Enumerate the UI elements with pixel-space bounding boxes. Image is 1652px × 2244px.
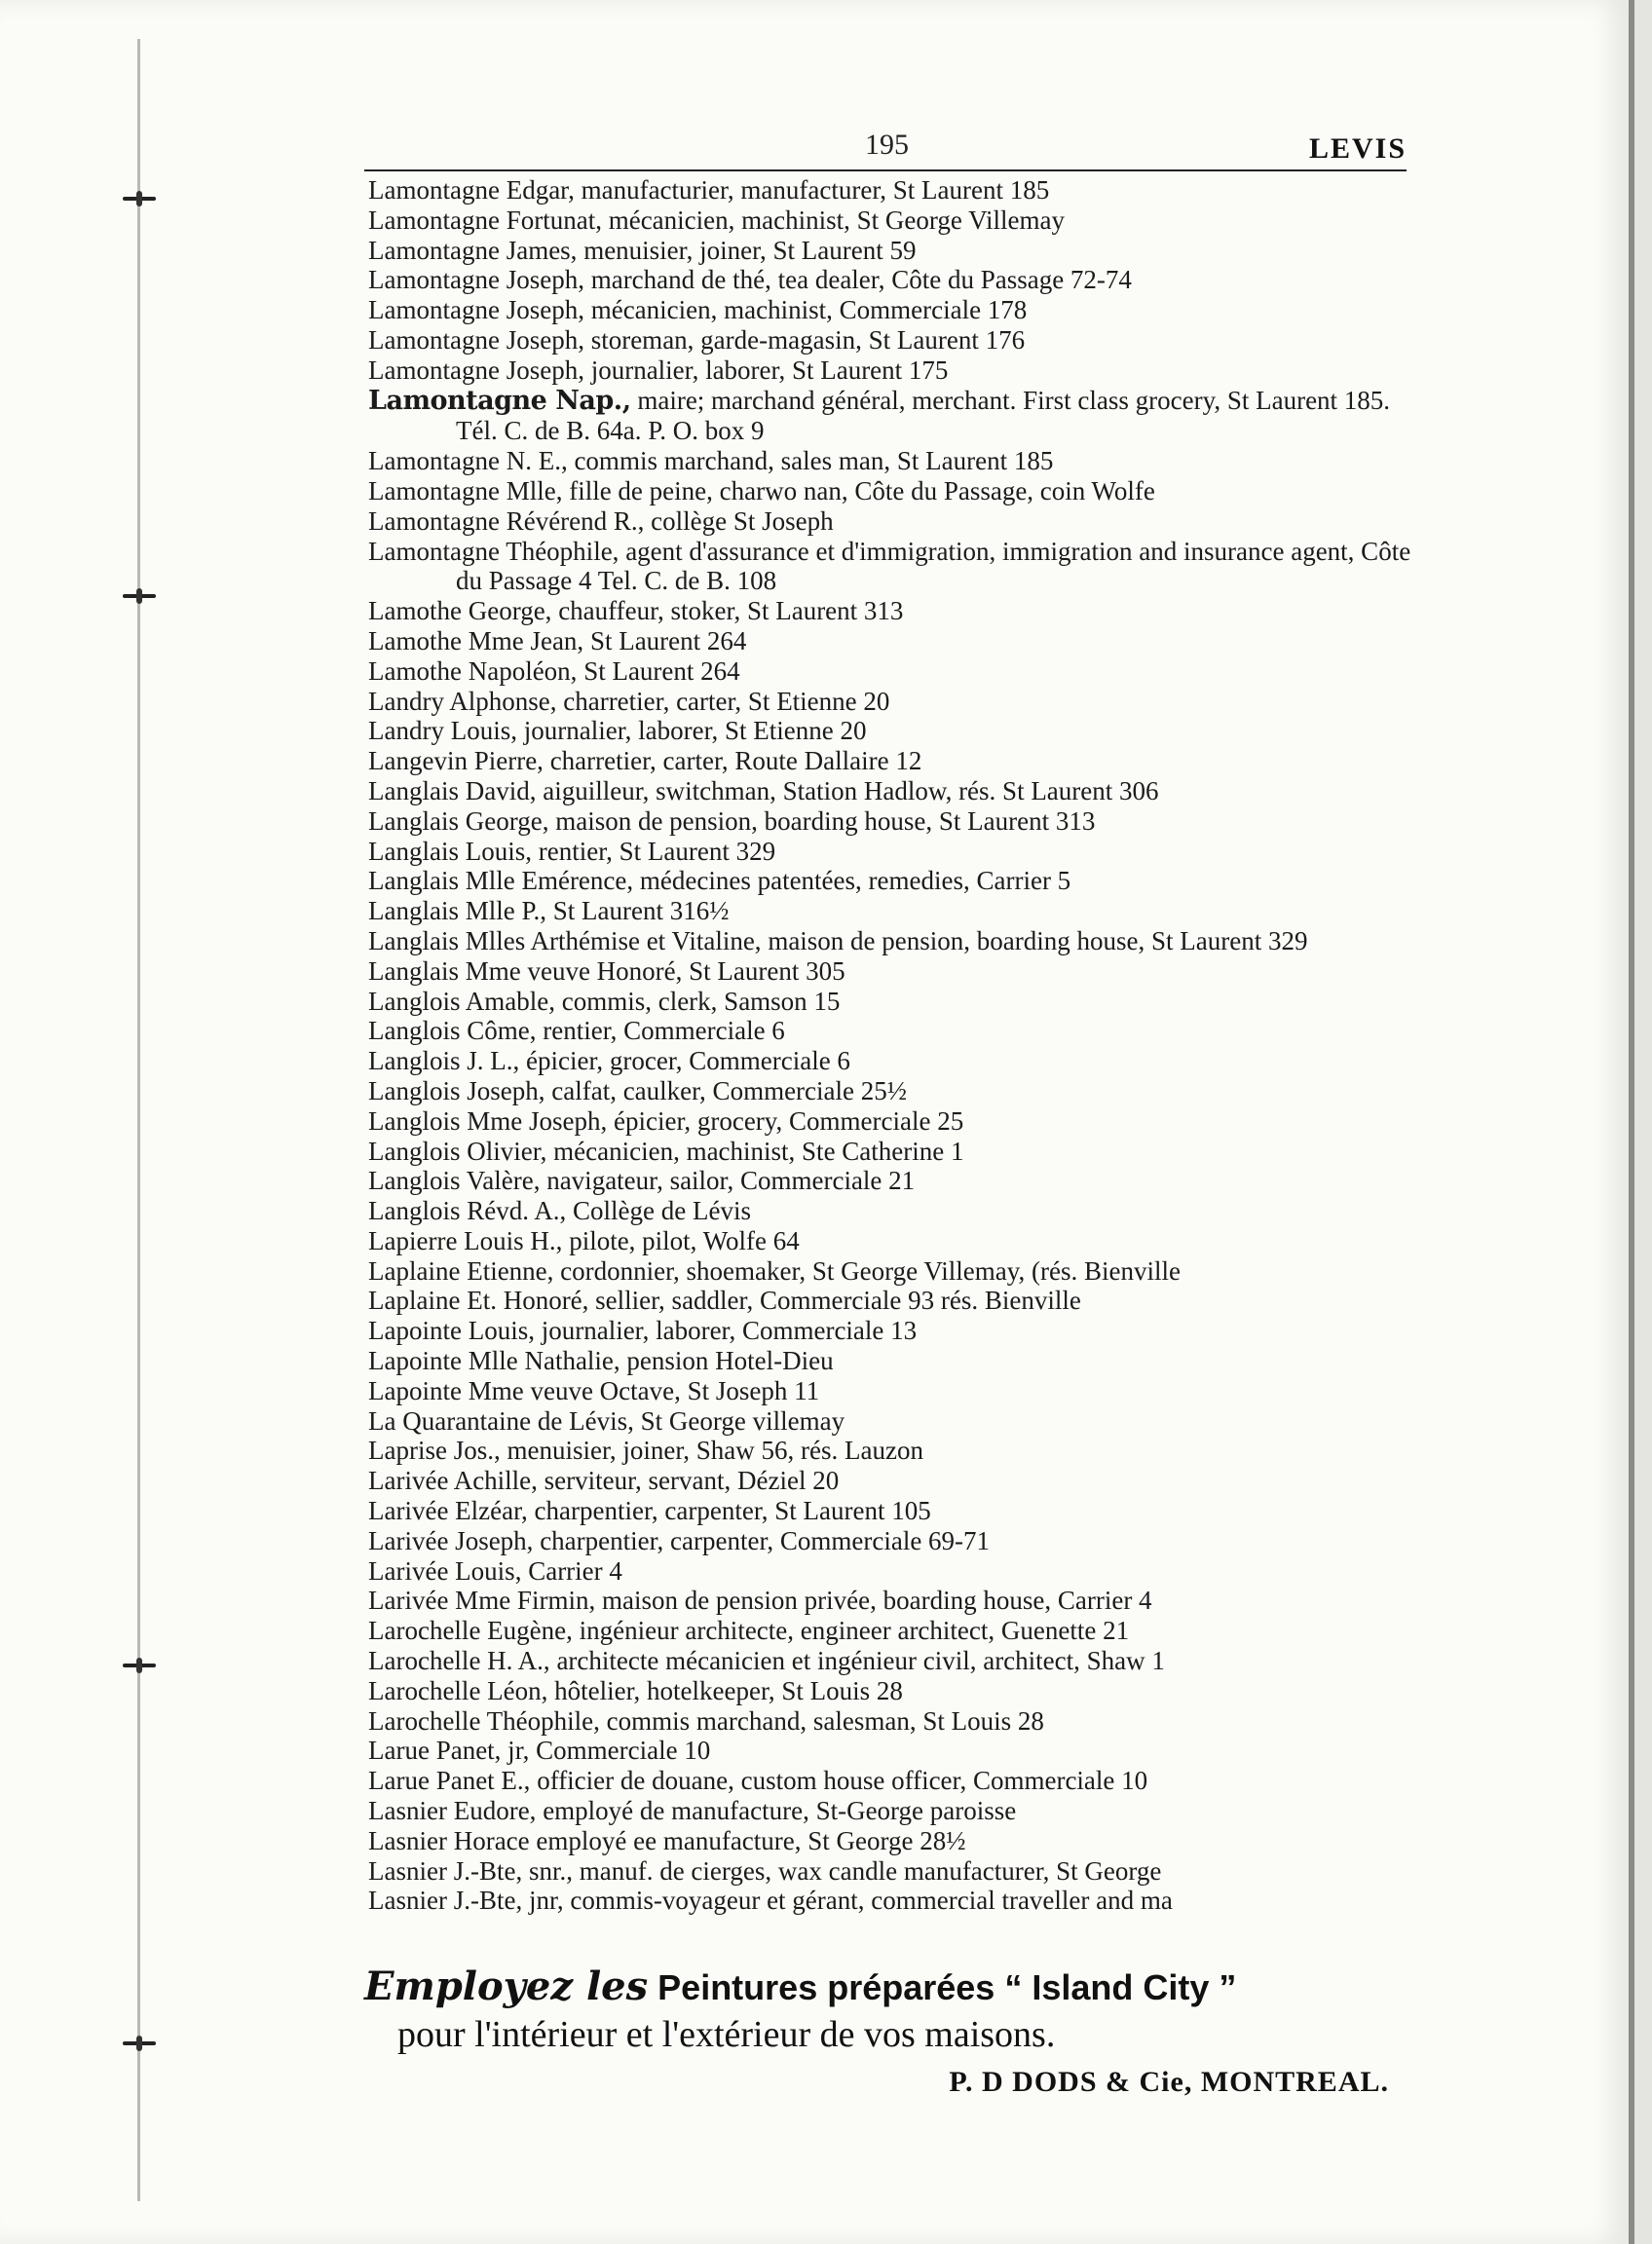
directory-entry	[368, 1226, 1412, 1256]
entry-details: cordonnier, shoemaker, St George Villemay, (rés. Bienville	[553, 1255, 1181, 1286]
directory-entry	[368, 1766, 1412, 1796]
entry-details: storeman, garde-magasin, St Laurent 176	[583, 324, 1026, 355]
directory-entry	[368, 1586, 1412, 1616]
entry-details: marchand de thé, tea dealer, Côte du Passage 72-74	[583, 265, 1132, 295]
entry-name: Lamothe Napoléon,	[368, 655, 578, 686]
directory-entry	[368, 1826, 1412, 1856]
directory-entry	[368, 1886, 1412, 1916]
entry-details: Carrier 4	[521, 1555, 622, 1586]
directory-entry	[368, 866, 1412, 896]
entry-name: Lasnier Eudore,	[368, 1796, 537, 1826]
entry-details: architecte mécanicien et ingénieur civil, architect, Shaw 1	[549, 1646, 1165, 1676]
entry-name: Langlais Mlles Arthémise et Vitaline,	[368, 925, 762, 955]
entry-details: agent d'assurance et d'immigration, immigration and insurance agent, Côte du Passage 4 Tel. C. de B. 108	[456, 536, 1411, 596]
directory-entry	[368, 537, 1412, 597]
entry-name: Lamontagne Fortunat,	[368, 205, 602, 235]
entry-details: employé de manufacture, St-George paroisse	[536, 1796, 1017, 1826]
ad-headline-em: Employez les	[364, 1964, 649, 2009]
advertisement	[364, 1964, 1412, 2099]
entry-name: Lamontagne Théophile,	[368, 536, 620, 566]
entry-name: Landry Louis,	[368, 716, 517, 746]
entry-name: Larivée Louis,	[368, 1555, 522, 1586]
entry-details: officier de douane, custom house officer, Commerciale 10	[530, 1766, 1148, 1796]
directory-entry	[368, 1346, 1412, 1376]
directory-entry	[368, 656, 1412, 687]
entry-name: Lamontagne Révérend R.,	[368, 505, 645, 536]
directory-entry	[368, 1616, 1412, 1646]
directory-entry	[368, 1796, 1412, 1826]
entry-details: rentier, Commerciale 6	[536, 1016, 785, 1046]
entry-name: Langlais George,	[368, 805, 549, 836]
directory-entry	[368, 746, 1412, 776]
entry-name: Lamontagne Joseph,	[368, 324, 584, 355]
entry-details: pension Hotel-Dieu	[620, 1346, 834, 1376]
entry-details: St Laurent 316½	[546, 896, 730, 926]
entry-details: aiguilleur, switchman, Station Hadlow, rés. St Laurent 306	[536, 775, 1159, 805]
entry-details: Commerciale 10	[529, 1736, 711, 1766]
entry-name: Langlois J. L.,	[368, 1046, 520, 1076]
entry-name: Lamontagne James,	[368, 235, 578, 265]
directory-entry	[368, 1496, 1412, 1526]
entry-details: fille de peine, charwo nan, Côte du Passage, coin Wolfe	[562, 475, 1155, 505]
entry-details: médecines patentées, remedies, Carrier 5	[633, 866, 1071, 896]
entry-name: Langlais Louis,	[368, 836, 532, 866]
entry-details: sellier, saddler, Commerciale 93 rés. Bienville	[588, 1286, 1081, 1316]
directory-entry	[368, 325, 1412, 355]
entry-name: Langlais Mlle Emérence,	[368, 866, 634, 896]
directory-entry	[368, 175, 1412, 206]
directory-entry	[368, 206, 1412, 236]
entry-details: commis marchand, salesman, St Louis 28	[599, 1705, 1044, 1736]
entry-details: charpentier, carpenter, St Laurent 105	[527, 1496, 931, 1526]
entry-name: Lamothe George,	[368, 596, 552, 626]
entry-name: Lapointe Mme veuve Octave,	[368, 1375, 681, 1405]
entry-details: ingénieur architecte, engineer architect, Guenette 21	[572, 1616, 1130, 1646]
entry-details: maison de pension, boarding house, St Laurent 329	[761, 925, 1308, 955]
entry-name: Lapointe Mlle Nathalie,	[368, 1346, 620, 1376]
entry-details: maison de pension privée, boarding house, Carrier 4	[595, 1586, 1152, 1616]
entry-name: Langlois Valère,	[368, 1166, 541, 1196]
entry-details: St Laurent 264	[583, 625, 747, 655]
ad-advertiser: P. D DODS & Cie, MONTREAL.	[949, 2066, 1389, 2098]
entry-name: Langlais David,	[368, 775, 537, 805]
directory-entry	[368, 596, 1412, 626]
entry-details: manufacturier, manufacturer, St Laurent 185	[574, 175, 1050, 205]
entry-details: maire; marchand général, merchant. First class grocery, St Laurent 185. Tél. C. de B. 64a. P. O. box 9	[456, 385, 1391, 446]
directory-entry	[368, 1376, 1412, 1406]
entry-name: Larochelle Théophile,	[368, 1705, 600, 1736]
entry-name: Lasnier J.-Bte, snr.,	[368, 1855, 573, 1886]
ad-headline	[364, 1964, 1412, 2009]
entry-name: Langlais Mme veuve Honoré,	[368, 955, 683, 986]
directory-entry	[368, 896, 1412, 926]
entry-details: journalier, laborer, St Etienne 20	[516, 716, 867, 746]
directory-entry	[368, 1137, 1412, 1167]
entry-details: Collège de Lévis	[566, 1196, 751, 1226]
directory-entry	[368, 265, 1412, 295]
entry-name: Lamontagne Nap.,	[368, 385, 631, 416]
entry-details: serviteur, servant, Déziel 20	[537, 1466, 840, 1496]
entry-name: Larivée Joseph,	[368, 1525, 534, 1555]
binding-stitch	[123, 588, 156, 604]
entry-name: Landry Alphonse,	[368, 686, 557, 716]
directory-entry	[368, 1556, 1412, 1587]
binding-stitch	[123, 2036, 156, 2051]
directory-entry	[368, 1166, 1412, 1196]
entry-name: Lamontagne N. E.,	[368, 446, 568, 476]
page-number: 195	[865, 129, 909, 161]
entry-name: Larivée Mme Firmin,	[368, 1586, 596, 1616]
directory-entry	[368, 236, 1412, 266]
entry-details: navigateur, sailor, Commerciale 21	[540, 1166, 916, 1196]
directory-entry	[368, 295, 1412, 325]
entry-name: Lapointe Louis,	[368, 1316, 535, 1346]
directory-entry	[368, 1316, 1412, 1346]
entry-details: charretier, carter, St Etienne 20	[556, 686, 890, 716]
entry-name: Larochelle Léon,	[368, 1675, 548, 1705]
entry-details: employé ee manufacture, St George 28½	[529, 1825, 966, 1855]
directory-entry	[368, 1466, 1412, 1496]
entry-details: manuf. de cierges, wax candle manufacturer, St George	[572, 1855, 1162, 1886]
entry-name: Laplaine Et. Honoré,	[368, 1286, 589, 1316]
directory-entry	[368, 1436, 1412, 1466]
entry-details: épicier, grocery, Commerciale 25	[607, 1105, 964, 1136]
directory-entry	[368, 506, 1412, 537]
entry-name: Langlais Mlle P.,	[368, 896, 546, 926]
entry-details: épicier, grocer, Commerciale 6	[519, 1046, 850, 1076]
entry-name: Larivée Achille,	[368, 1466, 538, 1496]
directory-entry	[368, 806, 1412, 837]
directory-entry	[368, 355, 1412, 386]
directory-entry	[368, 1286, 1412, 1316]
binding-stitch	[123, 1658, 156, 1673]
entry-name: Laprise Jos.,	[368, 1436, 501, 1466]
entry-details: menuisier, joiner, St Laurent 59	[577, 235, 917, 265]
entry-name: Langlois Olivier,	[368, 1136, 547, 1166]
directory-entry	[368, 1256, 1412, 1287]
running-title: LEVIS	[1308, 132, 1407, 165]
directory-entry	[368, 1736, 1412, 1766]
directory-entry	[368, 1706, 1412, 1737]
entry-details: St Laurent 264	[577, 655, 740, 686]
entry-details: journalier, laborer, St Laurent 175	[583, 355, 949, 385]
directory-entry	[368, 1106, 1412, 1137]
entry-name: Lamontagne Joseph,	[368, 265, 584, 295]
entry-name: La Quarantaine de Lévis,	[368, 1405, 634, 1436]
entry-name: Langlois Côme,	[368, 1016, 537, 1046]
entry-name: Laplaine Etienne,	[368, 1255, 554, 1286]
entry-name: Langevin Pierre,	[368, 746, 544, 776]
entry-details: St Laurent 305	[682, 955, 845, 986]
directory-entry	[368, 956, 1412, 987]
entry-name: Larue Panet, jr,	[368, 1736, 530, 1766]
directory-entry	[368, 1526, 1412, 1556]
directory-entry	[368, 926, 1412, 956]
directory-entries	[368, 175, 1412, 1916]
ad-subline: pour l'intérieur et l'extérieur de vos maisons.	[397, 2014, 1056, 2055]
entry-name: Lasnier Horace	[368, 1825, 530, 1855]
entry-details: mécanicien, machinist, St George Villemay	[601, 205, 1065, 235]
entry-details: commis, clerk, Samson 15	[554, 986, 841, 1016]
directory-entry	[368, 1676, 1412, 1706]
entry-details: chauffeur, stoker, St Laurent 313	[551, 596, 904, 626]
entry-name: Lasnier J.-Bte, jnr,	[368, 1886, 564, 1916]
entry-name: Larivée Elzéar,	[368, 1496, 528, 1526]
entry-name: Lamontagne Edgar,	[368, 175, 575, 205]
entry-details: charpentier, carpenter, Commerciale 69-71	[533, 1525, 991, 1555]
entry-name: Langlois Mme Joseph,	[368, 1105, 608, 1136]
entry-details: journalier, laborer, Commerciale 13	[534, 1316, 918, 1346]
directory-entry	[368, 716, 1412, 746]
directory-entry	[368, 386, 1412, 447]
entry-name: Langlois Joseph,	[368, 1075, 545, 1105]
entry-name: Lapierre Louis H.,	[368, 1225, 563, 1255]
binding-gutter	[137, 39, 140, 2201]
directory-entry	[368, 1196, 1412, 1226]
entry-name: Lamontagne Mlle,	[368, 475, 563, 505]
directory-entry	[368, 1046, 1412, 1076]
directory-entry	[368, 776, 1412, 806]
entry-details: St George villemay	[633, 1405, 845, 1436]
directory-entry	[368, 1646, 1412, 1676]
binding-stitch	[123, 191, 156, 206]
entry-details: commis marchand, sales man, St Laurent 185	[567, 446, 1054, 476]
entry-details: charretier, carter, Route Dallaire 12	[543, 746, 922, 776]
entry-details: hôtelier, hotelkeeper, St Louis 28	[547, 1675, 903, 1705]
entry-name: Lamontagne Joseph,	[368, 355, 584, 385]
entry-name: Langlois Amable,	[368, 986, 555, 1016]
entry-name: Langlois Révd. A.,	[368, 1196, 567, 1226]
directory-entry	[368, 626, 1412, 656]
entry-details: mécanicien, machinist, Commerciale 178	[583, 295, 1028, 325]
entry-name: Larochelle Eugène,	[368, 1616, 573, 1646]
entry-name: Larochelle H. A.,	[368, 1646, 550, 1676]
entry-name: Lamothe Mme Jean,	[368, 625, 584, 655]
directory-entry	[368, 837, 1412, 867]
entry-details: St Joseph 11	[680, 1375, 820, 1405]
entry-details: maison de pension, boarding house, St Laurent 313	[548, 805, 1096, 836]
directory-entry	[368, 687, 1412, 717]
directory-entry	[368, 446, 1412, 476]
directory-entry	[368, 1076, 1412, 1106]
directory-entry	[368, 476, 1412, 506]
entry-details: collège St Joseph	[644, 505, 834, 536]
entry-details: mécanicien, machinist, Ste Catherine 1	[546, 1136, 964, 1166]
entry-name: Lamontagne Joseph,	[368, 295, 584, 325]
entry-details: rentier, St Laurent 329	[531, 836, 776, 866]
directory-entry	[368, 1856, 1412, 1887]
directory-entry	[368, 1016, 1412, 1046]
ad-headline-product: Peintures préparées “ Island City ”	[657, 1967, 1237, 2007]
entry-details: calfat, caulker, Commerciale 25½	[544, 1075, 908, 1105]
entry-details: commis-voyageur et gérant, commercial traveller and ma	[563, 1886, 1173, 1916]
entry-name: Larue Panet E.,	[368, 1766, 531, 1796]
page-header	[364, 127, 1407, 171]
entry-details: pilote, pilot, Wolfe 64	[562, 1225, 800, 1255]
entry-details: menuisier, joiner, Shaw 56, rés. Lauzon	[500, 1436, 923, 1466]
directory-entry	[368, 1406, 1412, 1437]
directory-entry	[368, 987, 1412, 1017]
